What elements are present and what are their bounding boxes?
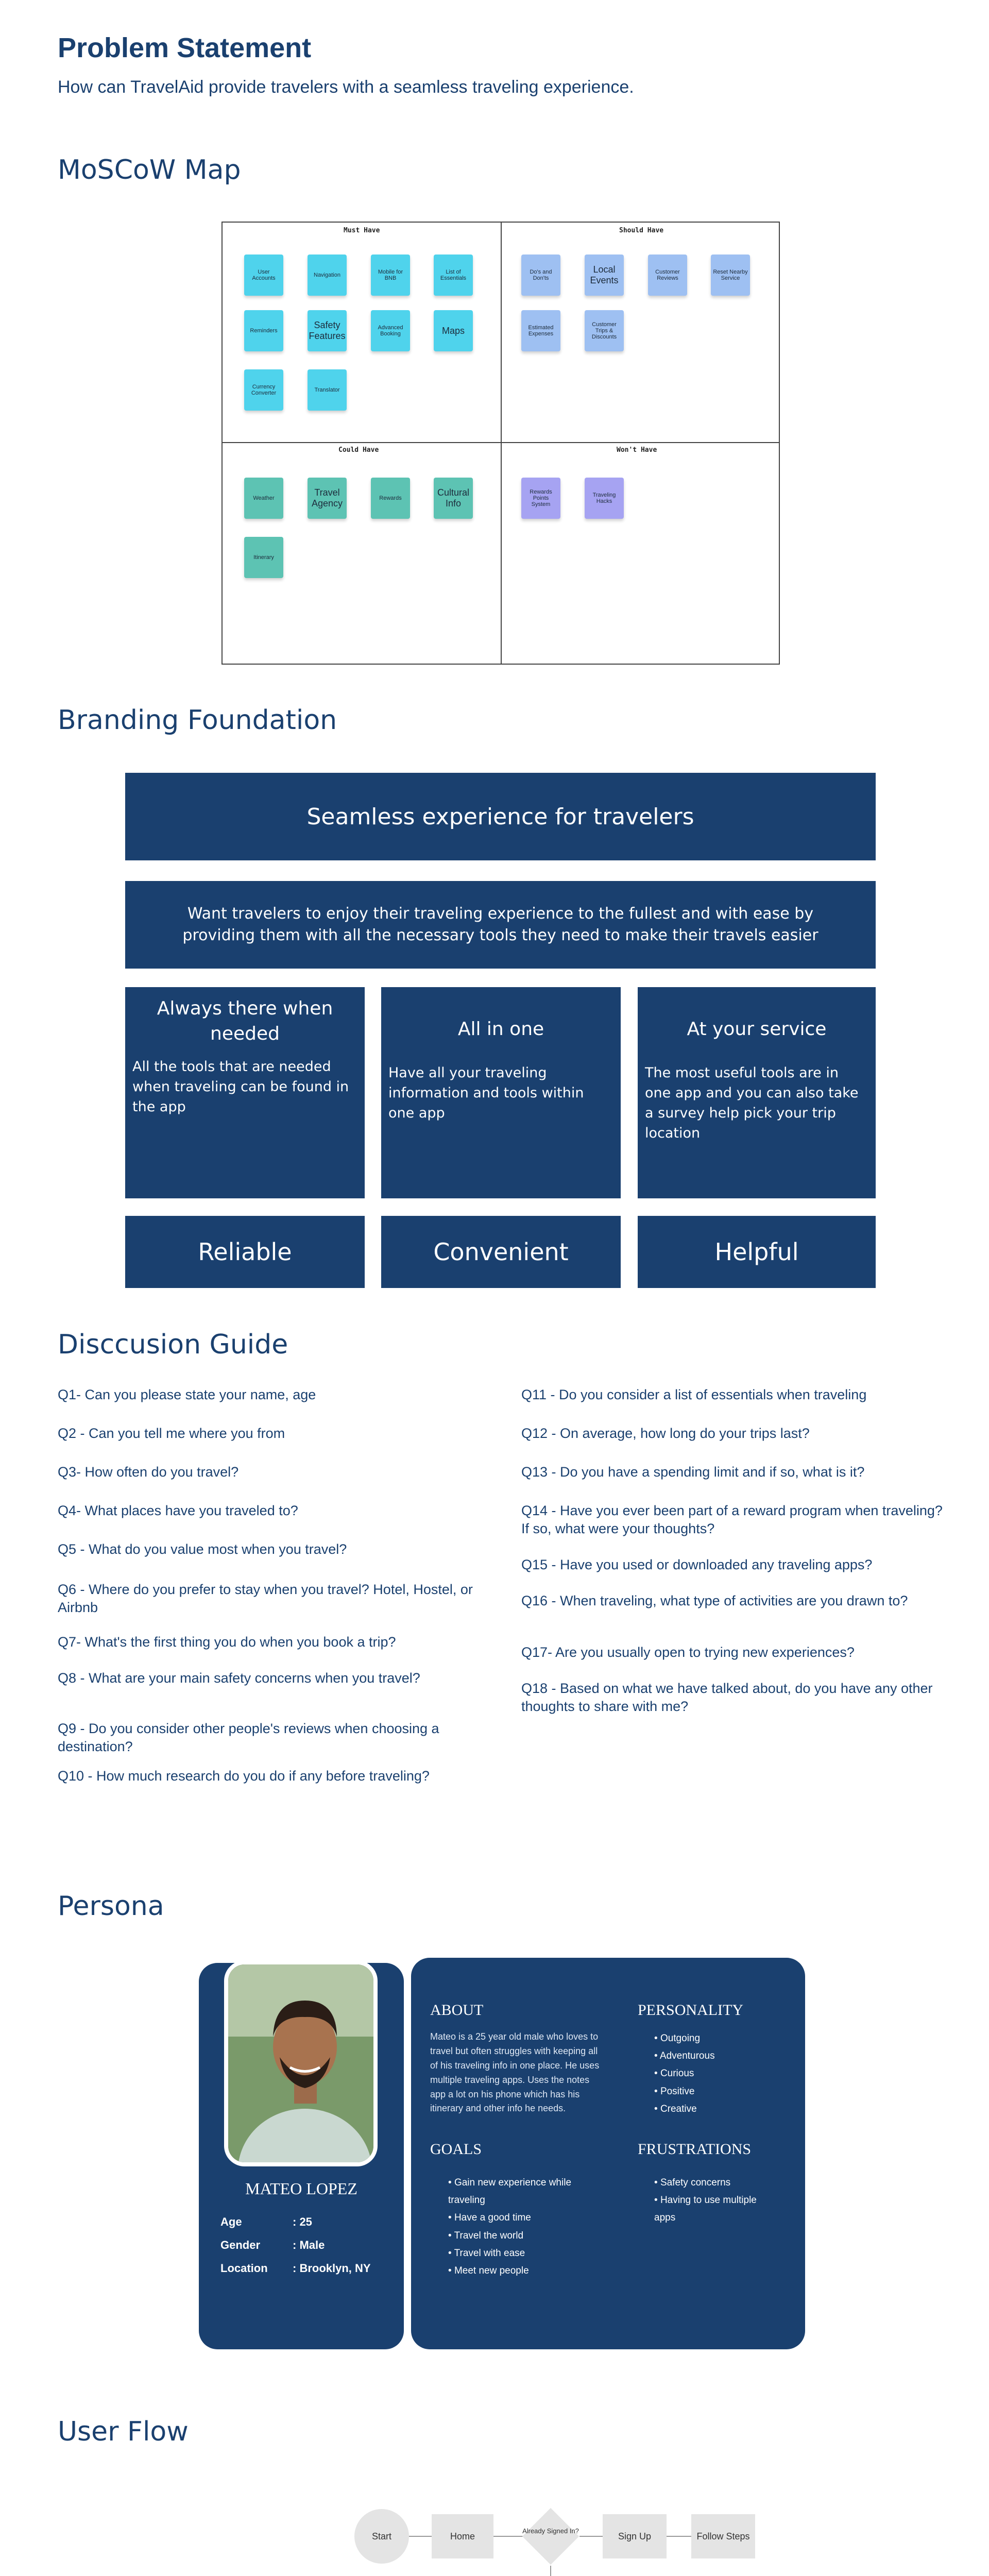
sticky-note: Customer Reviews	[648, 255, 687, 296]
sticky-note: Currency Converter	[244, 369, 283, 411]
moscow-board	[221, 222, 780, 665]
persona-personality-list	[654, 2030, 715, 2118]
persona-list-item: • Having to use multiple apps	[654, 2192, 768, 2227]
sticky-note: Traveling Hacks	[585, 478, 624, 519]
branding-title: Branding Foundation	[58, 705, 337, 736]
persona-list-item: • Adventurous	[654, 2047, 715, 2065]
discussion-question: Q11 - Do you consider a list of essentials when traveling	[521, 1387, 867, 1402]
discussion-question: Q15 - Have you used or downloaded any traveling apps?	[521, 1557, 873, 1572]
sticky-note: Itinerary	[244, 537, 283, 578]
flow-arrow	[409, 2536, 432, 2537]
sticky-note: Rewards	[371, 478, 410, 519]
moscow-title: MoSCoW Map	[58, 155, 241, 185]
flow-arrow	[667, 2536, 691, 2537]
pillar-heading: All in one	[457, 1019, 544, 1040]
quad-label-wont: Won't Have	[617, 446, 657, 454]
discussion-question: Q18 - Based on what we have talked about, do you have any other thoughts to share with me?	[521, 1681, 933, 1715]
flow-follow-steps: Follow Steps	[691, 2514, 755, 2558]
persona-frustrations-heading: FRUSTRATIONS	[638, 2141, 752, 2158]
pillar-body: All the tools that are needed when traveling can be found in the app	[132, 1059, 349, 1115]
persona-about-text: Mateo is a 25 year old male who loves to travel but often struggles with keeping all of his traveling info in one place. He uses multiple traveling apps. Uses the notes app a lot on his phone which has his itinerary and other info he needs.	[430, 2031, 600, 2114]
discussion-question: Q16 - When traveling, what type of activities are you drawn to?	[521, 1593, 908, 1608]
pillar-heading: At your service	[687, 1019, 827, 1040]
sticky-note: Mobile for BNB	[371, 255, 410, 296]
problem-subtitle: How can TravelAid provide travelers with a seamless traveling experience.	[58, 77, 634, 97]
sticky-note: Cultural Info	[434, 478, 473, 519]
sticky-note: Navigation	[308, 255, 347, 296]
discussion-question: Q12 - On average, how long do your trips last?	[521, 1426, 810, 1441]
persona-personality-heading: PERSONALITY	[638, 2002, 744, 2019]
quad-label-could: Could Have	[338, 446, 379, 454]
discussion-question: Q9 - Do you consider other people's reviews when choosing a destination?	[58, 1721, 439, 1755]
persona-list-item: • Creative	[654, 2100, 715, 2118]
quad-label-must: Must Have	[344, 227, 380, 234]
discussion-question: Q1- Can you please state your name, age	[58, 1387, 316, 1402]
persona-detail-label: Age	[220, 2215, 242, 2228]
sticky-note: Local Events	[585, 255, 624, 296]
discussion-question: Q7- What's the first thing you do when you book a trip?	[58, 1634, 396, 1650]
flow-home: Home	[432, 2514, 493, 2558]
sticky-note: Do's and Don'ts	[521, 255, 560, 296]
discussion-question: Q10 - How much research do you do if any before traveling?	[58, 1768, 430, 1784]
discussion-question: Q14 - Have you ever been part of a reward program when traveling? If so, what were your thoughts?	[521, 1503, 943, 1537]
sticky-note: Reset Nearby Service	[711, 255, 750, 296]
persona-list-item: • Outgoing	[654, 2030, 715, 2047]
sticky-note: Maps	[434, 310, 473, 351]
persona-detail-value: : 25	[293, 2215, 312, 2228]
persona-title: Persona	[58, 1891, 164, 1922]
persona-name: MATEO LOPEZ	[245, 2179, 357, 2198]
flow-arrow	[493, 2536, 524, 2537]
sticky-note: Rewards Points System	[521, 478, 560, 519]
persona-about-heading: ABOUT	[430, 2002, 484, 2019]
brand-headline: Seamless experience for travelers	[125, 773, 876, 860]
pillar-body: Have all your traveling information and tools within one app	[388, 1064, 584, 1121]
userflow-title: User Flow	[58, 2416, 189, 2447]
persona-list-item: • Gain new experience while traveling	[448, 2174, 603, 2209]
persona-list-item: • Have a good time	[448, 2209, 603, 2227]
flow-arrow	[579, 2536, 603, 2537]
sticky-note: Safety Features	[308, 310, 347, 351]
problem-title: Problem Statement	[58, 32, 312, 63]
persona-detail-label: Location	[220, 2262, 268, 2275]
flow-arrow	[550, 2566, 551, 2576]
discussion-question: Q8 - What are your main safety concerns when you travel?	[58, 1670, 420, 1686]
persona-detail-value: : Brooklyn, NY	[293, 2262, 371, 2275]
moscow-divider-vertical	[501, 223, 502, 664]
persona-goals-heading: GOALS	[430, 2141, 482, 2158]
discussion-question: Q2 - Can you tell me where you from	[58, 1426, 285, 1441]
persona-list-item: • Travel the world	[448, 2227, 603, 2245]
flow-decision-label: Already Signed In?	[522, 2527, 579, 2535]
pillar-body: The most useful tools are in one app and you can also take a survey help pick your trip location	[645, 1064, 859, 1142]
persona-list-item: • Curious	[654, 2065, 715, 2082]
brand-value: Helpful	[638, 1216, 876, 1288]
persona-detail-label: Gender	[220, 2239, 261, 2251]
sticky-note: List of Essentials	[434, 255, 473, 296]
sticky-note: Travel Agency	[308, 478, 347, 519]
persona-detail-value: : Male	[293, 2239, 325, 2251]
brand-pillar	[125, 987, 365, 1198]
persona-list-item: • Travel with ease	[448, 2245, 603, 2262]
persona-list-item: • Positive	[654, 2083, 715, 2100]
sticky-note: User Accounts	[244, 255, 283, 296]
brand-value: Convenient	[381, 1216, 621, 1288]
brand-value: Reliable	[125, 1216, 365, 1288]
sticky-note: Customer Trips & Discounts	[585, 310, 624, 351]
discussion-question: Q17- Are you usually open to trying new experiences?	[521, 1645, 855, 1660]
persona-list-item: • Safety concerns	[654, 2174, 768, 2192]
persona-avatar	[224, 1960, 378, 2166]
discussion-question: Q3- How often do you travel?	[58, 1464, 239, 1480]
persona-frustrations-list	[654, 2174, 768, 2227]
brand-mission: Want travelers to enjoy their traveling experience to the fullest and with ease by providing them with all the necessary tools they need to make their travels easier	[125, 881, 876, 969]
brand-pillar	[638, 987, 876, 1198]
sticky-note: Advanced Booking	[371, 310, 410, 351]
flow-signup: Sign Up	[603, 2514, 667, 2558]
persona-goals-list	[448, 2174, 603, 2280]
pillar-heading: Always there when needed	[157, 998, 333, 1044]
sticky-note: Estimated Expenses	[521, 310, 560, 351]
quad-label-should: Should Have	[619, 227, 664, 234]
discussion-title: Disccusion Guide	[58, 1329, 288, 1360]
brand-pillar	[381, 987, 621, 1198]
flow-decision	[522, 2508, 579, 2565]
sticky-note: Reminders	[244, 310, 283, 351]
flow-start: Start	[354, 2509, 409, 2564]
discussion-question: Q5 - What do you value most when you travel?	[58, 1541, 347, 1557]
discussion-question: Q13 - Do you have a spending limit and if so, what is it?	[521, 1464, 865, 1480]
moscow-divider-horizontal	[223, 442, 779, 443]
discussion-question: Q4- What places have you traveled to?	[58, 1503, 298, 1518]
sticky-note: Translator	[308, 369, 347, 411]
persona-list-item: • Meet new people	[448, 2262, 603, 2280]
sticky-note: Weather	[244, 478, 283, 519]
discussion-question: Q6 - Where do you prefer to stay when you travel? Hotel, Hostel, or Airbnb	[58, 1582, 473, 1616]
